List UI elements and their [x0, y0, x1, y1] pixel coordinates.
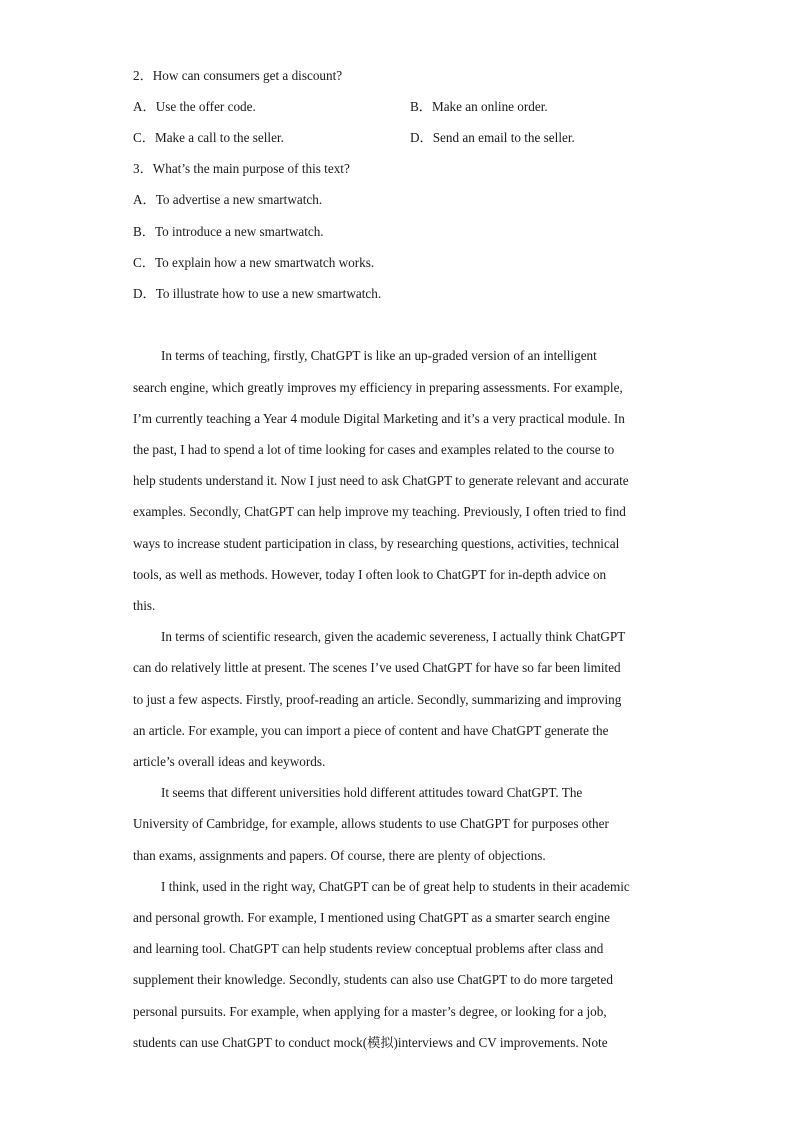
passage-line: to just a few aspects. Firstly, proof-reading an article. Secondly, summarizing and improving	[133, 692, 622, 707]
passage-line: In terms of teaching, firstly, ChatGPT is like an up-graded version of an intelligent	[161, 348, 597, 363]
passage-line: It seems that different universities hold different attitudes toward ChatGPT. The	[161, 785, 583, 800]
question-3-option-a: A．To advertise a new smartwatch.	[133, 192, 323, 207]
passage-line: help students understand it. Now I just need to ask ChatGPT to generate relevant and accurate	[133, 473, 629, 488]
passage-line: I think, used in the right way, ChatGPT can be of great help to students in their academic	[161, 879, 630, 894]
passage-line: than exams, assignments and papers. Of course, there are plenty of objections.	[133, 848, 546, 863]
question-2-stem: 2．How can consumers get a discount?	[133, 68, 343, 83]
question-3-option-d: D．To illustrate how to use a new smartwatch.	[133, 286, 382, 301]
question-3-option-b: B．To introduce a new smartwatch.	[133, 224, 324, 239]
passage-line: the past, I had to spend a lot of time looking for cases and examples related to the course to	[133, 442, 615, 457]
question-2-option-c: C．Make a call to the seller.	[133, 130, 284, 145]
question-2-option-d: D．Send an email to the seller.	[410, 130, 575, 145]
passage-line: ways to increase student participation in class, by researching questions, activities, technical	[133, 536, 620, 551]
question-2-option-b: B．Make an online order.	[410, 99, 548, 114]
passage-line: examples. Secondly, ChatGPT can help improve my teaching. Previously, I often tried to find	[133, 504, 626, 519]
passage-line: supplement their knowledge. Secondly, students can also use ChatGPT to do more targeted	[133, 972, 613, 987]
passage-line: personal pursuits. For example, when applying for a master’s degree, or looking for a job,	[133, 1004, 607, 1019]
passage-line: In terms of scientific research, given the academic severeness, I actually think ChatGPT	[161, 629, 626, 644]
passage-line: University of Cambridge, for example, allows students to use ChatGPT for purposes other	[133, 816, 609, 831]
passage-line: this.	[133, 598, 156, 613]
question-3-stem: 3．What’s the main purpose of this text?	[133, 161, 350, 176]
question-3-option-c: C．To explain how a new smartwatch works.	[133, 255, 375, 270]
passage-line: search engine, which greatly improves my efficiency in preparing assessments. For example,	[133, 380, 623, 395]
passage-line: can do relatively little at present. The scenes I’ve used ChatGPT for have so far been limited	[133, 660, 621, 675]
passage-line: tools, as well as methods. However, today I often look to ChatGPT for in-depth advice on	[133, 567, 607, 582]
passage-line: students can use ChatGPT to conduct mock(模拟)interviews and CV improvements. Note	[133, 1035, 608, 1050]
passage-line: I’m currently teaching a Year 4 module Digital Marketing and it’s a very practical module. In	[133, 411, 625, 426]
passage-line: and learning tool. ChatGPT can help students review conceptual problems after class and	[133, 941, 604, 956]
passage-line: article’s overall ideas and keywords.	[133, 754, 326, 769]
question-2-option-a: A．Use the offer code.	[133, 99, 256, 114]
passage-line: and personal growth. For example, I mentioned using ChatGPT as a smarter search engine	[133, 910, 610, 925]
passage-line: an article. For example, you can import a piece of content and have ChatGPT generate the	[133, 723, 609, 738]
